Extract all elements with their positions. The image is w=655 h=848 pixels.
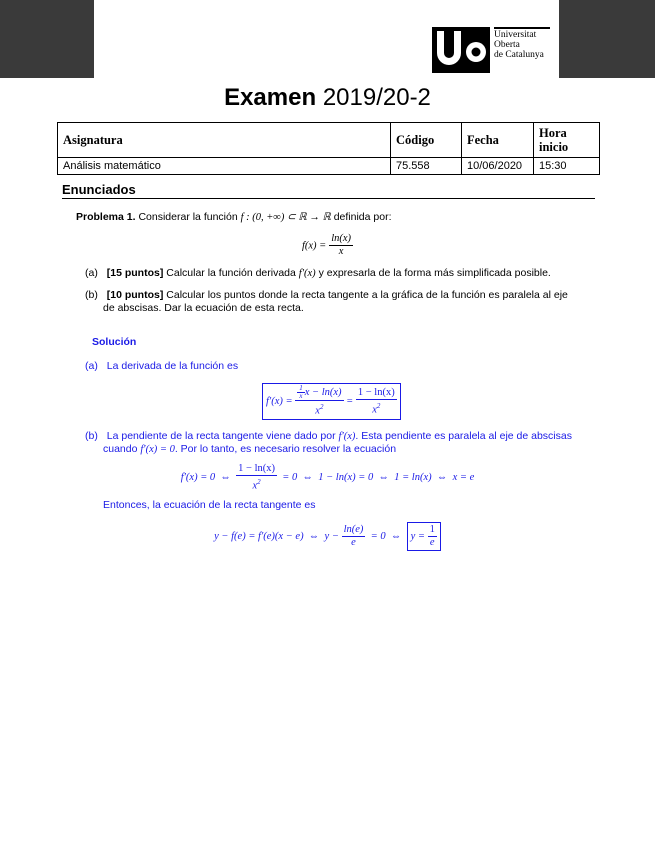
table-row	[58, 158, 600, 175]
problem-label: Problema 1.	[76, 211, 136, 223]
solution-then-text: Entonces, la ecuación de la recta tangente es	[103, 499, 316, 511]
logo-line-3: de Catalunya	[494, 50, 544, 60]
logo-wordmark	[494, 27, 550, 60]
section-heading: Enunciados	[62, 182, 595, 199]
formula-denominator: x	[338, 246, 344, 257]
cell-asignatura: Análisis matemático	[58, 158, 391, 175]
cell-codigo: 75.558	[391, 158, 462, 175]
function-domain: f : (0, +∞) ⊂ ℝ → ℝ	[240, 212, 331, 223]
problem-statement	[76, 211, 392, 224]
tangent-line-equation: y − f(e) = f′(e)(x − e) ⇔ y − $\frac{\ln(e)}{e}$ = 0 ⇔ y = $\frac{1}{e}$	[0, 522, 655, 551]
solution-b-text-1b: . Esta pendiente es paralela al eje de abscisas	[355, 430, 572, 442]
exam-title-bold: Examen	[224, 84, 317, 111]
cell-hora: 15:30	[534, 158, 600, 175]
logo-line-1: Universitat	[494, 30, 537, 40]
part-b-line-2: de abscisas. Dar la ecuación de esta recta.	[103, 302, 304, 314]
col-asignatura: Asignatura	[58, 123, 391, 158]
solution-a-statement	[85, 360, 238, 373]
solution-b-math-2: f′(x) = 0	[140, 444, 175, 455]
solution-b-text-2a: cuando	[103, 443, 138, 455]
solution-b-line-2	[103, 443, 396, 456]
critical-point-equation: f′(x) = 0 ⇔ $\frac{1 - \ln(x)}{x^2}$ = 0 ⇔ 1 − ln(x) = 0 ⇔ 1 = ln(x) ⇔ x = e	[180, 463, 475, 492]
uoc-logo-icon	[432, 27, 490, 73]
solution-b-line-1	[85, 430, 572, 443]
solution-a-marker: (a)	[85, 360, 98, 372]
exam-title-term: 2019/20-2	[322, 84, 431, 111]
col-codigo: Código	[391, 123, 462, 158]
solution-a-text: La derivada de la función es	[106, 360, 239, 372]
formula-lhs: f(x) =	[301, 240, 327, 252]
col-fecha: Fecha	[462, 123, 534, 158]
part-b-line-1: Calcular los puntos donde la recta tangente a la gráfica de la función es paralela al eje	[166, 289, 568, 301]
logo-line-2: Oberta	[494, 40, 520, 50]
problem-intro-end: definida por:	[333, 211, 392, 223]
derivative-result: f′(x) = $\frac{1}{x}$ x − ln(x) $x^2$ = $\frac{1 - \ln(x)}{x^2}$	[262, 383, 401, 420]
cell-fecha: 10/06/2020	[462, 158, 534, 175]
part-a-statement	[85, 267, 551, 280]
part-b-statement	[85, 289, 568, 302]
function-definition	[0, 233, 655, 258]
part-a-text-2: y expresarla de la forma más simplificada posible.	[318, 267, 551, 279]
exam-info-table	[57, 122, 600, 175]
header-band-left	[0, 0, 94, 78]
part-a-points: [15 puntos]	[106, 267, 164, 279]
uoc-logo	[432, 27, 550, 73]
formula-numerator: ln(x)	[331, 233, 352, 244]
col-hora: Hora inicio	[534, 123, 600, 158]
solution-b-text-2b: . Por lo tanto, es necesario resolver la ecuación	[174, 443, 397, 455]
solution-b-math-1: f′(x)	[338, 431, 356, 442]
solution-b-marker: (b)	[85, 430, 98, 442]
solution-title: Solución	[92, 336, 137, 348]
exam-title	[0, 84, 655, 112]
part-a-marker: (a)	[85, 267, 98, 279]
part-a-text: Calcular la función derivada	[166, 267, 296, 279]
part-b-marker: (b)	[85, 289, 98, 301]
part-a-math: f′(x)	[298, 268, 316, 279]
problem-intro: Considerar la función	[138, 211, 238, 223]
part-b-points: [10 puntos]	[106, 289, 164, 301]
header-band-right	[559, 0, 655, 78]
solution-b-text-1a: La pendiente de la recta tangente viene dado por	[106, 430, 336, 442]
